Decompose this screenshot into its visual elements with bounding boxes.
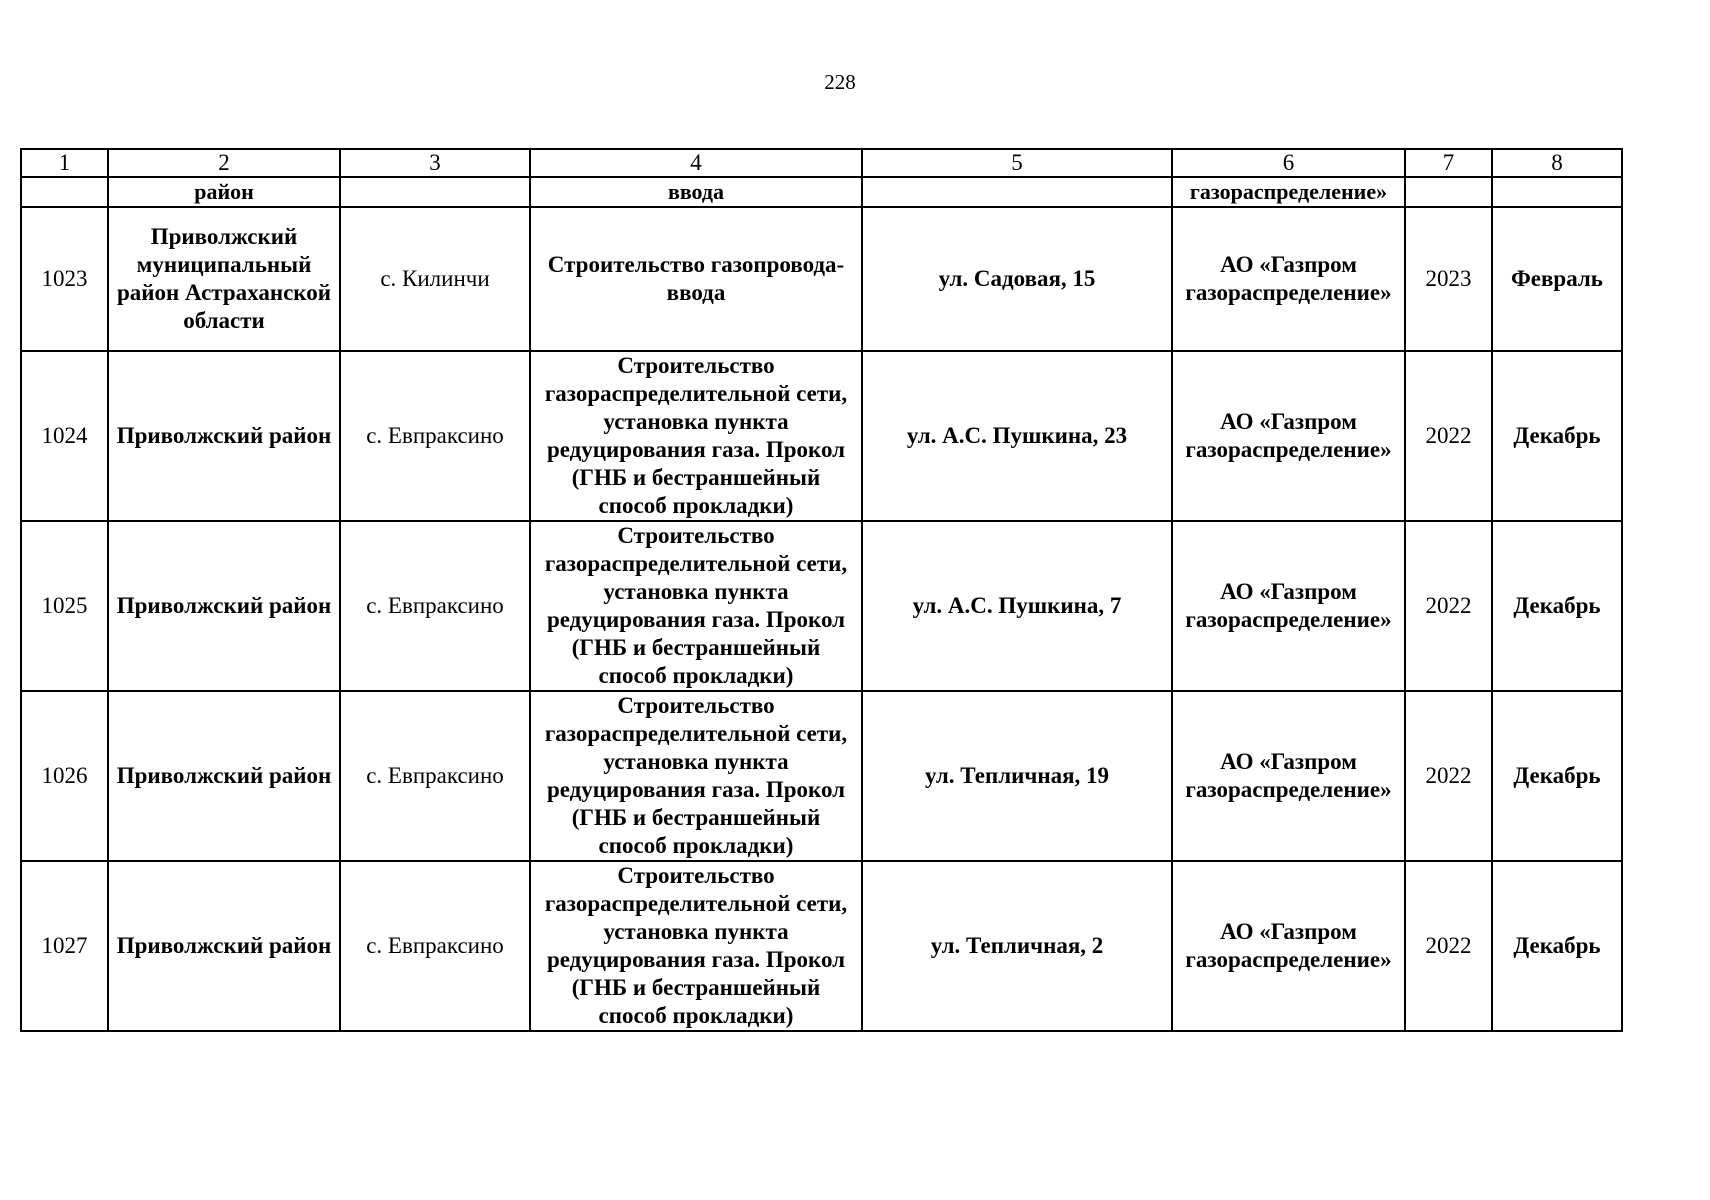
continuation-cell	[340, 177, 530, 207]
continuation-cell	[1405, 177, 1492, 207]
settlement-cell: с. Евпраксино	[340, 351, 530, 521]
month-cell: Декабрь	[1492, 351, 1622, 521]
table-row	[21, 521, 1622, 691]
work-cell: Строительство газораспределительной сети, установка пункта редуцирования газа. Прокол (ГНБ и бестраншейный способ прокладки)	[530, 521, 862, 691]
organization-cell: АО «Газпром газораспределение»	[1172, 351, 1405, 521]
settlement-cell: с. Килинчи	[340, 207, 530, 351]
column-number: 5	[862, 149, 1172, 177]
column-number: 3	[340, 149, 530, 177]
organization-cell: АО «Газпром газораспределение»	[1172, 207, 1405, 351]
month-cell: Декабрь	[1492, 521, 1622, 691]
page-number: 228	[824, 70, 856, 94]
work-cell: Строительство газораспределительной сети, установка пункта редуцирования газа. Прокол (ГНБ и бестраншейный способ прокладки)	[530, 691, 862, 861]
month-cell: Февраль	[1492, 207, 1622, 351]
address-cell: ул. А.С. Пушкина, 7	[862, 521, 1172, 691]
month-cell: Декабрь	[1492, 861, 1622, 1031]
organization-cell: АО «Газпром газораспределение»	[1172, 521, 1405, 691]
column-number: 4	[530, 149, 862, 177]
continuation-cell	[21, 177, 108, 207]
column-number: 7	[1405, 149, 1492, 177]
continuation-cell	[862, 177, 1172, 207]
settlement-cell: с. Евпраксино	[340, 861, 530, 1031]
row-number: 1023	[21, 207, 108, 351]
settlement-cell: с. Евпраксино	[340, 521, 530, 691]
column-number: 1	[21, 149, 108, 177]
row-number: 1025	[21, 521, 108, 691]
settlement-cell: с. Евпраксино	[340, 691, 530, 861]
district-cell: Приволжский район	[108, 351, 340, 521]
work-cell: Строительство газораспределительной сети, установка пункта редуцирования газа. Прокол (ГНБ и бестраншейный способ прокладки)	[530, 861, 862, 1031]
table-row	[21, 691, 1622, 861]
district-cell: Приволжский район	[108, 691, 340, 861]
continuation-cell	[1492, 177, 1622, 207]
column-number: 6	[1172, 149, 1405, 177]
column-number: 8	[1492, 149, 1622, 177]
row-number: 1027	[21, 861, 108, 1031]
organization-cell: АО «Газпром газораспределение»	[1172, 861, 1405, 1031]
address-cell: ул. Тепличная, 2	[862, 861, 1172, 1031]
work-cell: Строительство газораспределительной сети, установка пункта редуцирования газа. Прокол (ГНБ и бестраншейный способ прокладки)	[530, 351, 862, 521]
row-number: 1026	[21, 691, 108, 861]
table-row	[21, 861, 1622, 1031]
year-cell: 2023	[1405, 207, 1492, 351]
district-cell: Приволжский муниципальный район Астраханской области	[108, 207, 340, 351]
continuation-organization: газораспределение»	[1172, 177, 1405, 207]
month-cell: Декабрь	[1492, 691, 1622, 861]
row-number: 1024	[21, 351, 108, 521]
year-cell: 2022	[1405, 861, 1492, 1031]
year-cell: 2022	[1405, 521, 1492, 691]
column-number-row	[21, 149, 1622, 177]
year-cell: 2022	[1405, 351, 1492, 521]
district-cell: Приволжский район	[108, 861, 340, 1031]
continuation-work: ввода	[530, 177, 862, 207]
address-cell: ул. А.С. Пушкина, 23	[862, 351, 1172, 521]
continuation-row	[21, 177, 1622, 207]
work-cell: Строительство газопровода-ввода	[530, 207, 862, 351]
year-cell: 2022	[1405, 691, 1492, 861]
organization-cell: АО «Газпром газораспределение»	[1172, 691, 1405, 861]
continuation-district: район	[108, 177, 340, 207]
column-number: 2	[108, 149, 340, 177]
address-cell: ул. Садовая, 15	[862, 207, 1172, 351]
table-row	[21, 351, 1622, 521]
table-row	[21, 207, 1622, 351]
district-cell: Приволжский район	[108, 521, 340, 691]
gasification-table	[20, 148, 1623, 1032]
address-cell: ул. Тепличная, 19	[862, 691, 1172, 861]
